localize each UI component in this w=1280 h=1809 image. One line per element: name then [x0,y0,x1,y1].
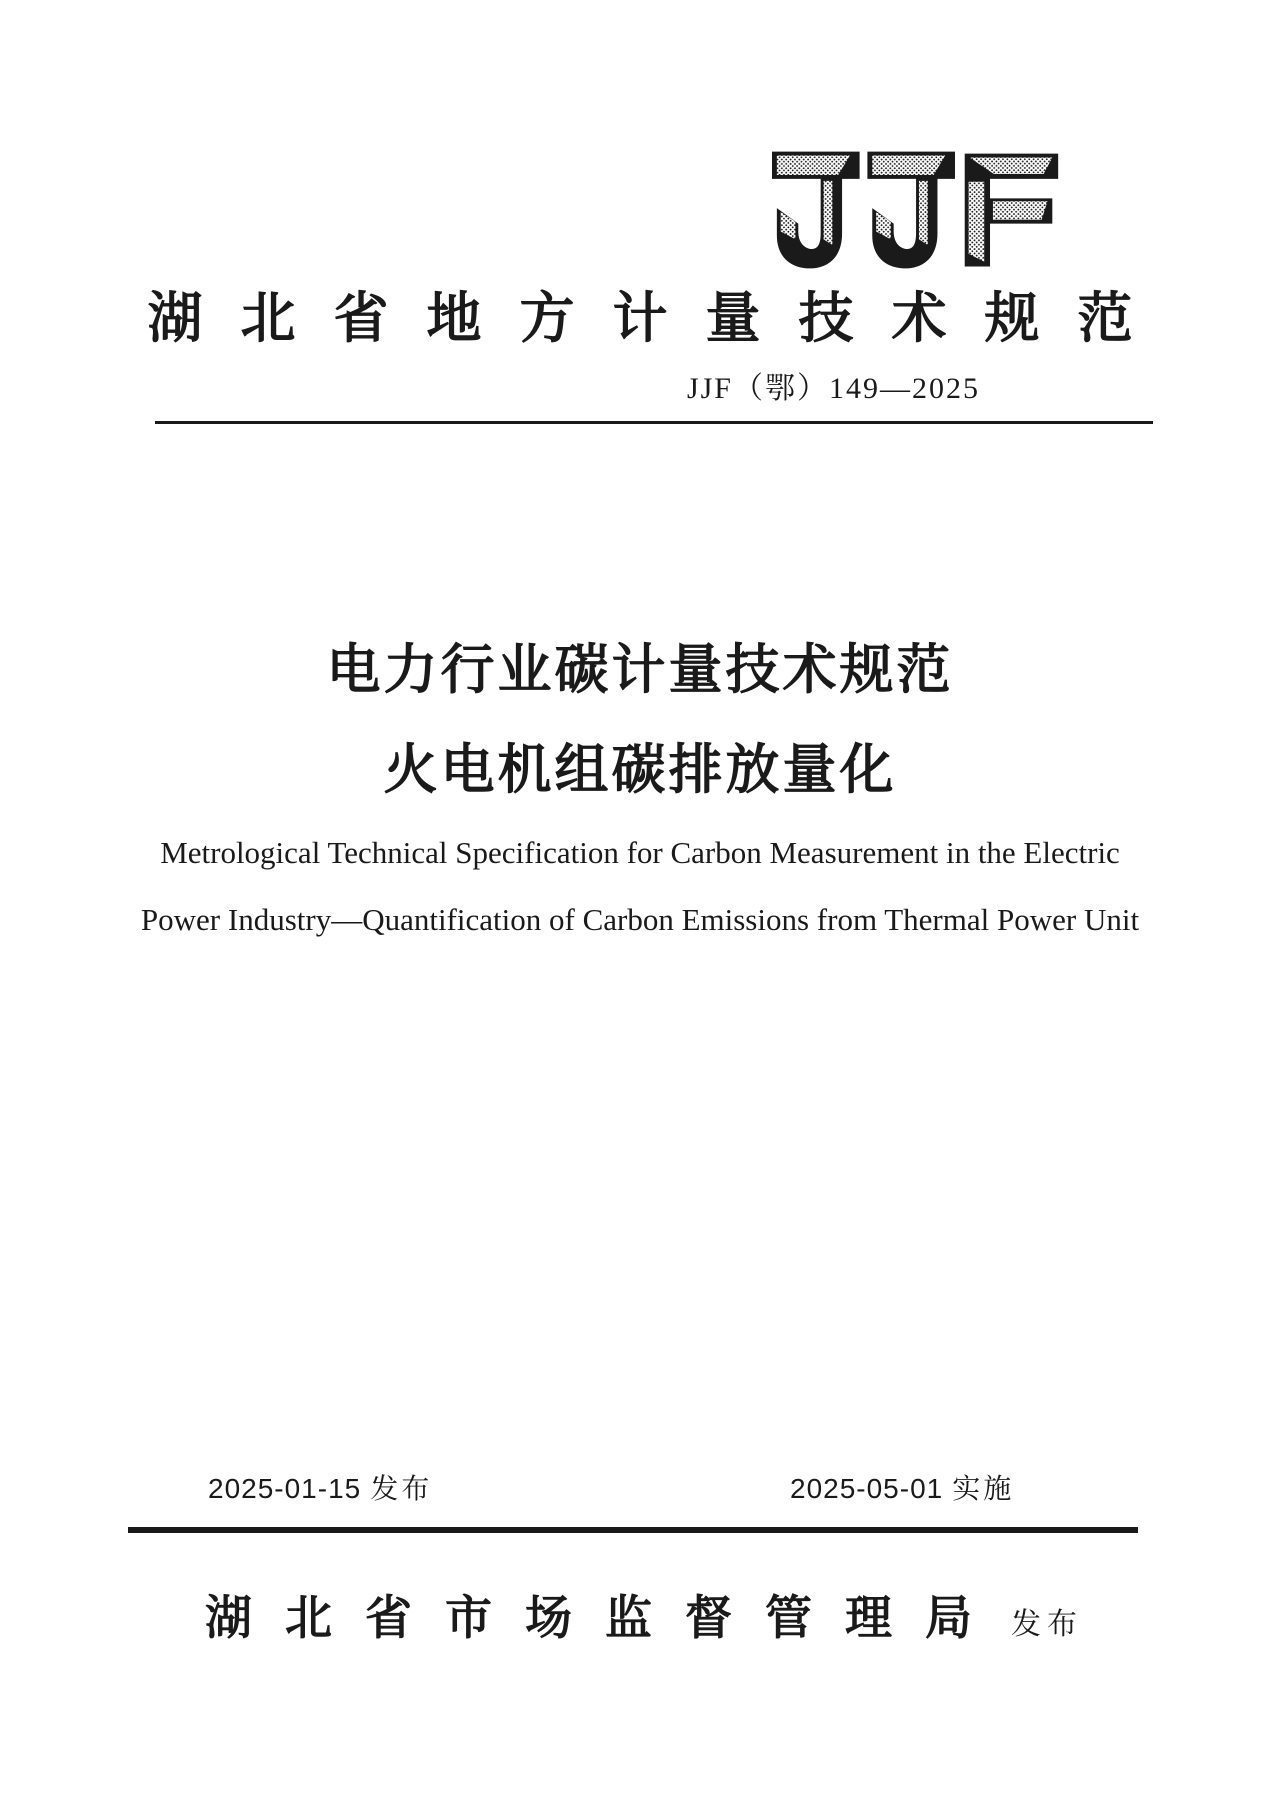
title-zh-line1: 电力行业碳计量技术规范 [326,640,954,700]
issue-date-label: 发布 [370,1473,433,1504]
effective-date-label: 实施 [952,1473,1015,1504]
effective-date-value: 2025-05-01 [790,1473,944,1504]
issue-date-value: 2025-01-15 [208,1473,362,1504]
title-en-line1: Metrological Technical Specification for Carbon Measurement in the Electric [160,835,1120,870]
header-rule [155,421,1153,424]
effective-date [790,1475,1014,1503]
issue-date [208,1475,432,1503]
publisher-row [205,1593,1083,1645]
jjf-logo-graphic [772,148,1064,274]
title-en-line2: Power Industry—Quantification of Carbon Emissions from Thermal Power Unit [140,902,1140,937]
spec-type-title: 湖北省地方计量技术规范 [147,288,1171,349]
title-zh-line2: 火电机组碳排放量化 [383,740,897,800]
publish-label: 发布 [1011,1607,1083,1641]
footer-rule [128,1527,1138,1533]
doc-number: JJF（鄂）149—2025 [686,372,980,405]
publisher-name: 湖北省市场监督管理局 [205,1593,1005,1645]
jjf-logo [772,148,1064,274]
